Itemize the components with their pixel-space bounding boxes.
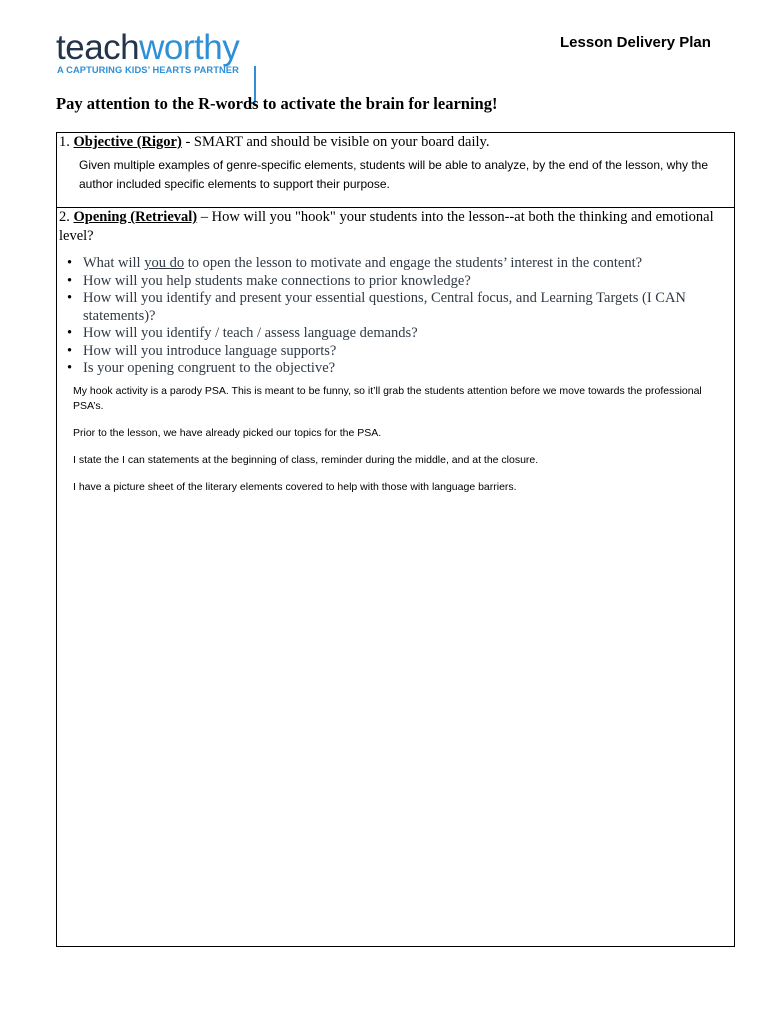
logo-wordmark <box>56 28 239 68</box>
plan-title: Lesson Delivery Plan <box>560 34 711 51</box>
objective-number: 1. <box>59 134 70 150</box>
logo-word-worthy: worthy <box>139 28 240 67</box>
objective-prompt-line <box>57 133 734 152</box>
logo-word-teach: teach <box>56 28 140 67</box>
objective-section <box>57 133 734 208</box>
logo-tagline: A CAPTURING KIDS’ HEARTS PARTNER <box>57 65 239 75</box>
list-item: • How will you identify / teach / assess language demands? <box>67 325 418 341</box>
response-paragraph: My hook activity is a parody PSA. This is meant to be funny, so it’ll grab the students attention before we move towards the professional PSA’s. <box>73 384 702 412</box>
response-paragraph: Prior to the lesson, we have already picked our topics for the PSA. <box>73 426 382 439</box>
response-paragraph: I state the I can statements at the beginning of class, reminder during the middle, and at the closure. <box>73 453 539 466</box>
teachworthy-logo <box>56 28 256 78</box>
opening-prompt-line <box>57 208 734 246</box>
list-item: • Is your opening congruent to the objective? <box>67 360 336 376</box>
list-item: • How will you identify and present your essential questions, Central focus, and Learning Targets (I CAN statements)? <box>67 290 686 324</box>
opening-label: Opening (Retrieval) <box>73 209 198 225</box>
list-item: • What will you do to open the lesson to motivate and engage the students’ interest in the content? <box>67 255 643 271</box>
bullet-icon: • <box>67 255 73 271</box>
objective-prompt: - SMART and should be visible on your board daily. <box>181 134 490 150</box>
opening-number: 2. <box>59 209 70 225</box>
bullet-icon: • <box>67 325 73 341</box>
opening-question-list <box>57 255 734 378</box>
response-paragraph: I have a picture sheet of the literary elements covered to help with those with language barriers. <box>73 480 517 493</box>
objective-label: Objective (Rigor) <box>73 134 182 150</box>
list-item: • How will you help students make connections to prior knowledge? <box>67 272 471 289</box>
opening-prompt: – How will you "hook" your students into the lesson--at both the thinking and emotional level? <box>59 209 714 244</box>
bullet-icon: • <box>67 272 73 289</box>
list-item: • How will you introduce language supports? <box>67 342 337 359</box>
page-heading: Pay attention to the R-words to activate the brain for learning! <box>56 94 498 113</box>
bullet-icon: • <box>67 360 73 376</box>
bullet-icon: • <box>67 342 73 359</box>
bullet-icon: • <box>67 290 73 306</box>
opening-response <box>73 384 710 495</box>
opening-section <box>57 208 734 507</box>
plan-table <box>56 132 735 947</box>
objective-response: Given multiple examples of genre-specific elements, students will be able to analyze, by the end of the lesson, why the author included specific elements to support their purpose. <box>79 158 709 191</box>
